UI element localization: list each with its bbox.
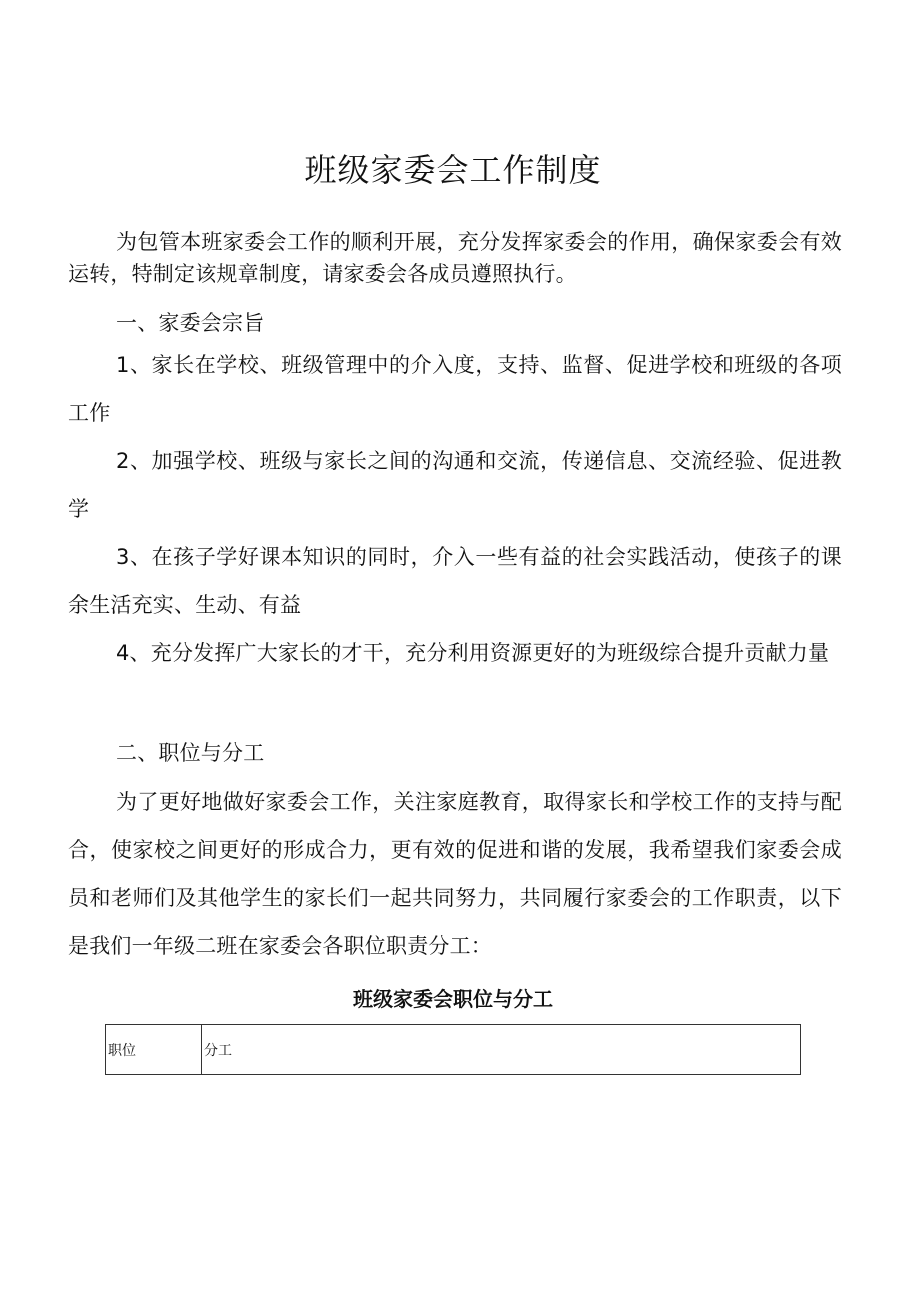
section-2-heading-block [68,737,842,769]
page-title: 班级家委会工作制度 [304,151,602,189]
list-item: 4、充分发挥广大家长的才干，充分利用资源更好的为班级综合提升贡献力量 [116,641,830,665]
list-item: 2、加强学校、班级与家长之间的沟通和交流，传递信息、交流经验、促进教学 [68,449,842,521]
table-header-row [106,1025,801,1075]
table-title: 班级家委会职位与分工 [353,987,553,1011]
list-item: 1、家长在学校、班级管理中的介入度，支持、监督、促进学校和班级的各项工作 [68,353,842,425]
section-1-heading: 一、家委会宗旨 [116,311,265,335]
section-2-heading: 二、职位与分工 [116,741,265,765]
list-item: 3、在孩子学好课本知识的同时，介入一些有益的社会实践活动，使孩子的课余生活充实、生动、有益 [68,545,842,617]
table-header-duty: 分工 [202,1025,801,1075]
section-1-items [68,341,842,677]
section-2-paragraph: 为了更好地做好家委会工作，关注家庭教育，取得家长和学校工作的支持与配合，使家校之间更好的形成合力，更有效的促进和谐的发展，我希望我们家委会成员和老师们及其他学生的家长们一起共同努力，共同履行家委会的工作职责，以下是我们一年级二班在家委会各职位职责分工： [68,790,842,958]
section-1-heading-block [68,307,842,339]
duty-table [105,1024,801,1075]
table-header-position: 职位 [106,1025,202,1075]
section-2-paragraph-block [68,778,842,970]
intro-block [68,226,842,290]
intro-paragraph: 为包管本班家委会工作的顺利开展，充分发挥家委会的作用，确保家委会有效运转，特制定该规章制度，请家委会各成员遵照执行。 [68,230,842,286]
